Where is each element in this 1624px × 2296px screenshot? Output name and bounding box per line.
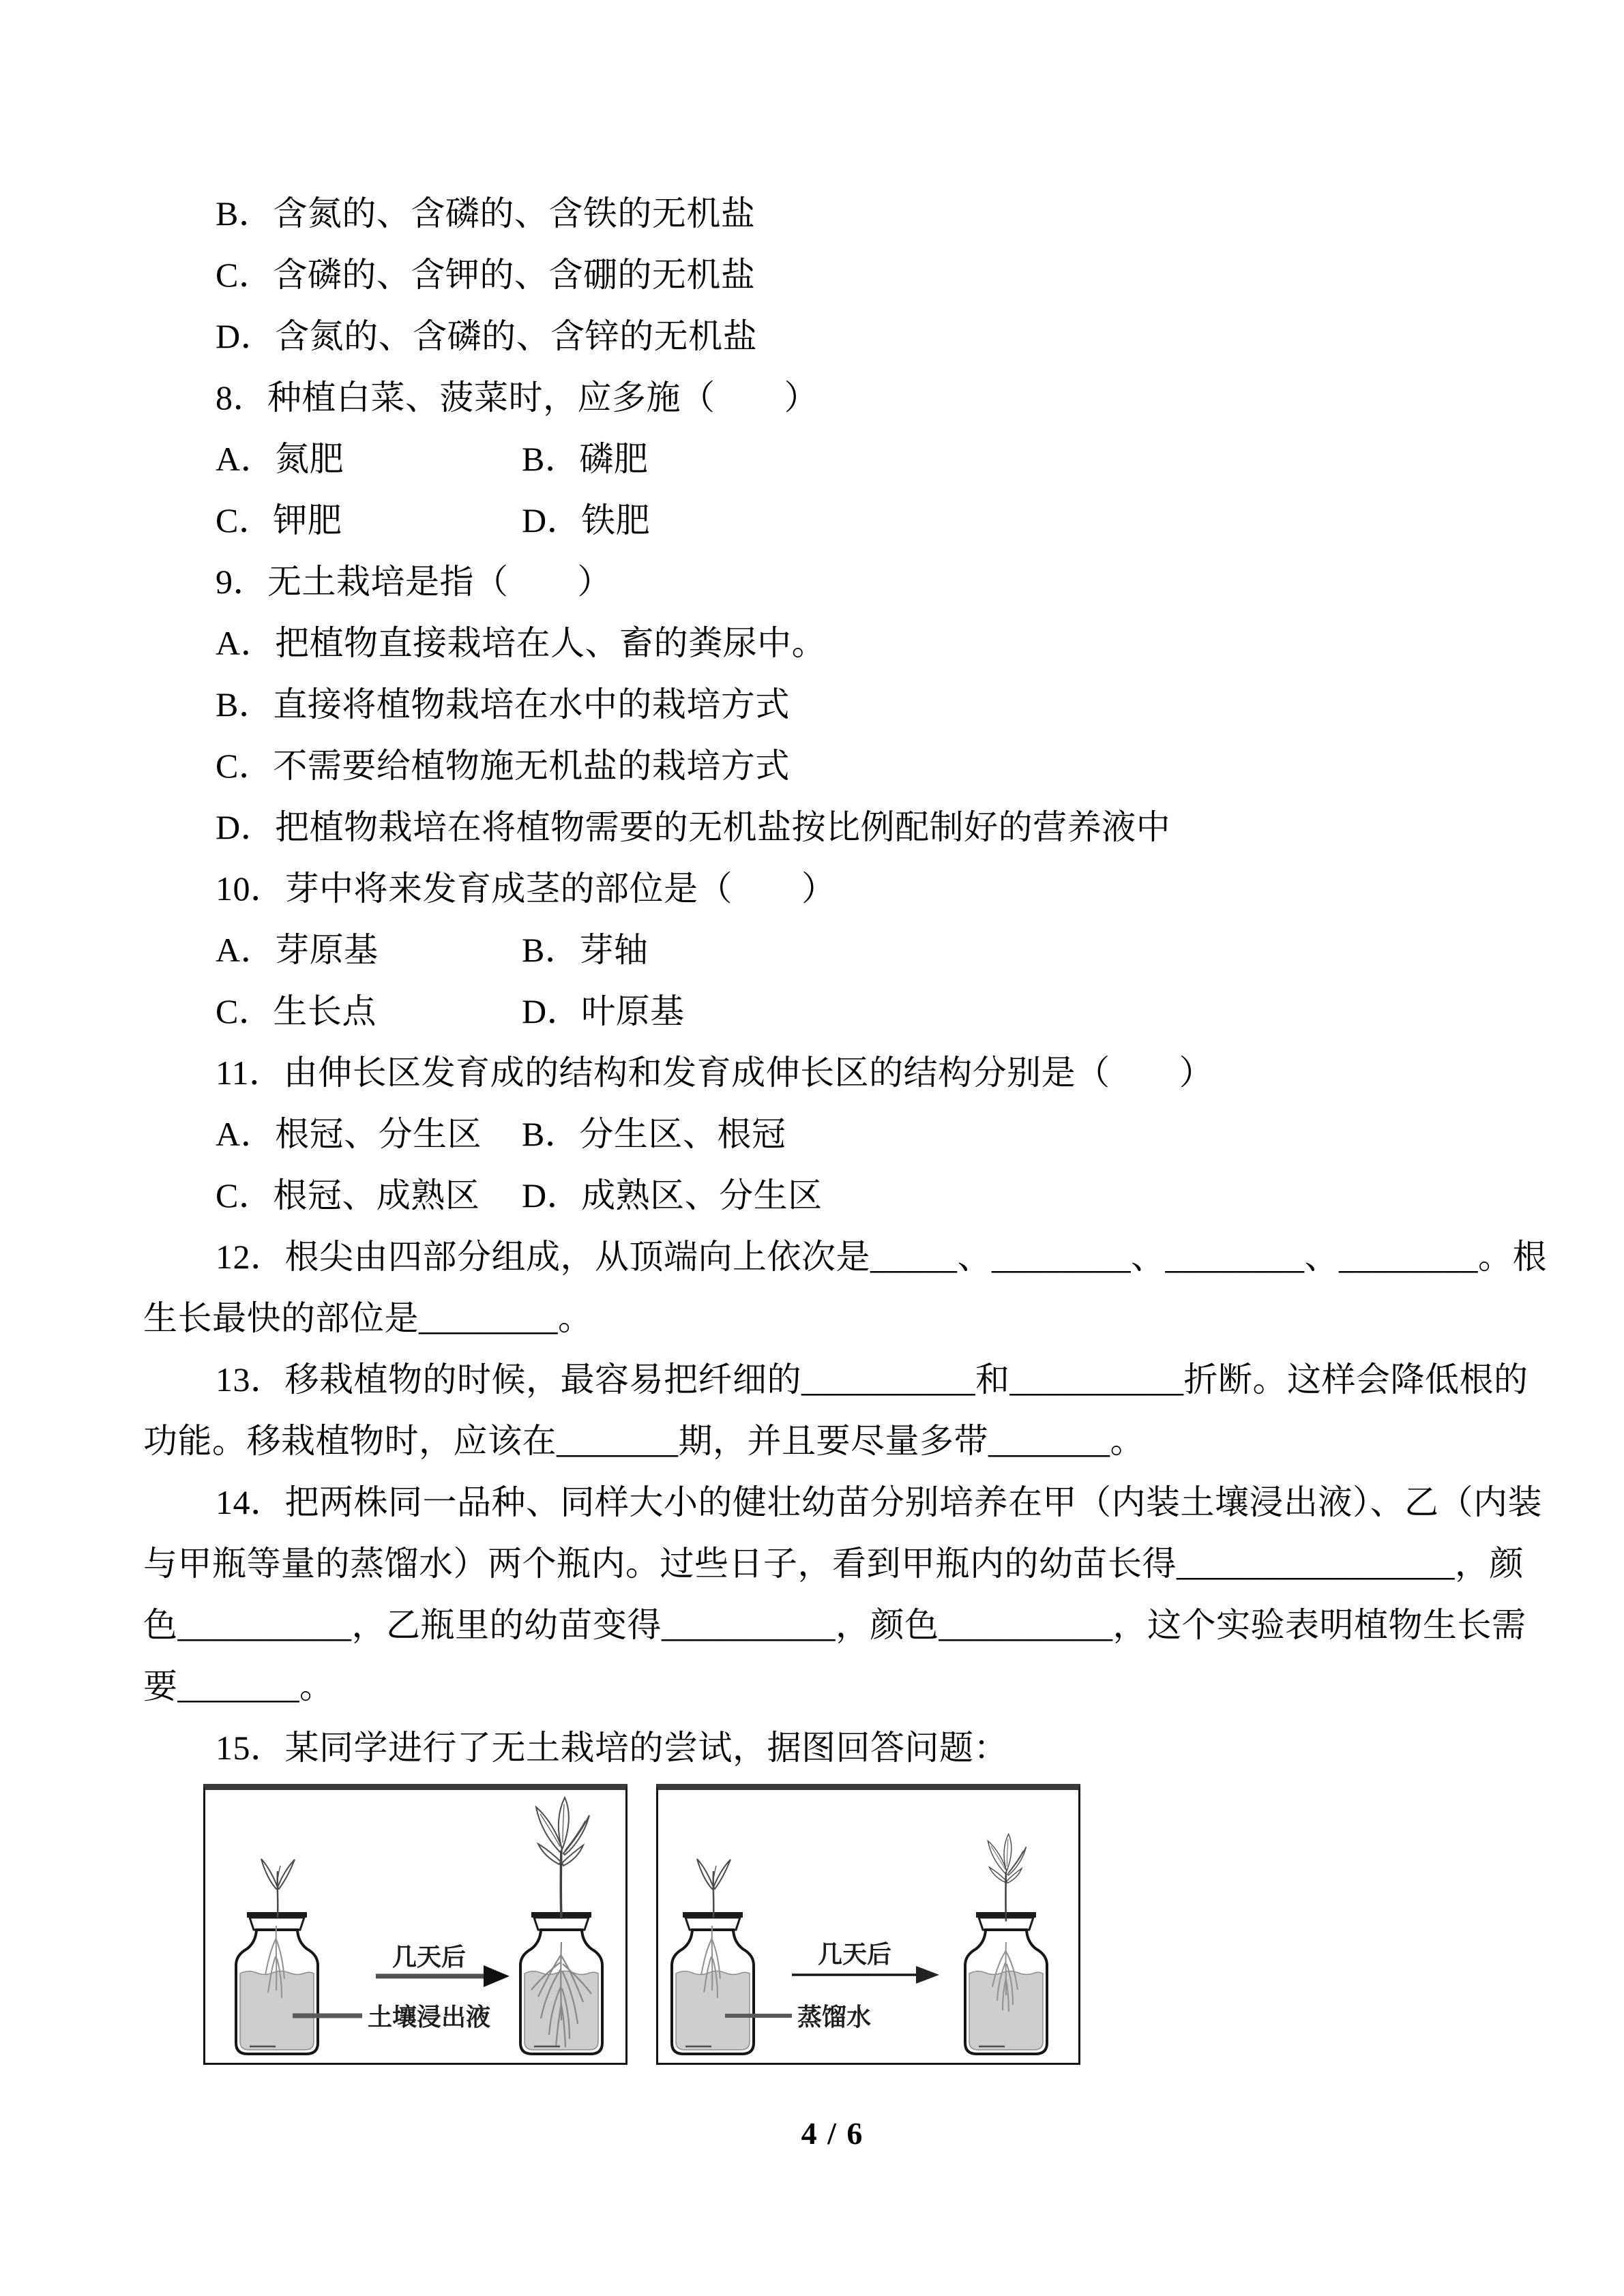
text-line: D．含氮的、含磷的、含锌的无机盐	[216, 317, 758, 355]
text-line	[143, 428, 1522, 490]
question-line: 14．把两株同一品种、同样大小的健壮幼苗分别培养在甲（内装土壤浸出液）、乙（内装	[216, 1483, 1542, 1521]
text-line	[143, 919, 1522, 981]
option-col1: A．氮肥	[216, 440, 344, 478]
text-line: 色__________，乙瓶里的幼苗变得__________，颜色__________，这个实验表明植物生长需	[143, 1606, 1526, 1644]
option-col2: D．叶原基	[522, 992, 685, 1030]
option-col2: B．磷肥	[522, 440, 649, 478]
liquid-label: 土壤浸出液	[368, 2003, 491, 2031]
option-col2: B．芽轴	[522, 931, 649, 969]
text-line	[143, 1165, 1522, 1226]
liquid-label: 蒸馏水	[797, 2003, 872, 2031]
text-line: C．含磷的、含钾的、含硼的无机盐	[216, 256, 756, 294]
question-line: 11．由伸长区发育成的结构和发育成伸长区的结构分别是（ ）	[216, 1054, 1214, 1092]
arrow-head-icon	[484, 1965, 510, 1987]
question-line: 9．无土栽培是指（ ）	[216, 563, 612, 601]
question-line: 15．某同学进行了无土栽培的尝试，据图回答问题：	[216, 1729, 1008, 1767]
grown-plant-icon	[988, 1834, 1026, 1921]
seedling-icon	[697, 1859, 730, 1918]
question-line: 12．根尖由四部分组成，从顶端向上依次是_____、________、________、________。根	[216, 1238, 1547, 1276]
option-col1: C．钾肥	[216, 501, 342, 539]
question-line: 8．种植白菜、菠菜时，应多施（ ）	[216, 378, 818, 417]
option-col1: C．生长点	[216, 992, 377, 1030]
text-line: 要_______。	[143, 1667, 334, 1705]
arrow-head-icon	[916, 1966, 939, 1984]
question-line: 10．芽中将来发育成茎的部位是（ ）	[216, 869, 836, 908]
arrow-label: 几天后	[817, 1941, 892, 1968]
text-line: 生长最快的部位是________。	[143, 1299, 593, 1337]
grown-plant-icon	[536, 1798, 589, 1919]
option-col1: A．芽原基	[216, 931, 379, 969]
option-col2: D．成熟区、分生区	[522, 1176, 823, 1214]
option-col2: B．分生区、根冠	[522, 1115, 786, 1153]
option-col1: C．根冠、成熟区	[216, 1176, 480, 1214]
text-line: B．直接将植物栽培在水中的栽培方式	[216, 685, 790, 724]
text-line: 与甲瓶等量的蒸馏水）两个瓶内。过些日子，看到甲瓶内的幼苗长得________________，颜	[143, 1545, 1524, 1583]
text-line	[143, 981, 1522, 1042]
question-lines	[143, 183, 1547, 1778]
panel-soil-extract-drawing	[205, 1790, 624, 2061]
option-col2: D．铁肥	[522, 501, 651, 539]
text-line: A．把植物直接栽培在人、畜的粪尿中。	[216, 624, 827, 662]
text-line: 功能。移栽植物时，应该在_______期，并且要尽量多带_______。	[143, 1422, 1145, 1460]
text-line	[143, 1103, 1522, 1165]
option-col1: A．根冠、分生区	[216, 1115, 482, 1153]
text-line: B．含氮的、含磷的、含铁的无机盐	[216, 194, 756, 233]
page-number: 4 / 6	[801, 2116, 864, 2151]
experiment-figure	[203, 1784, 1522, 2065]
arrow-label: 几天后	[392, 1943, 467, 1971]
seedling-icon	[261, 1859, 295, 1918]
panel-distilled-water-drawing	[658, 1790, 1077, 2061]
panel-distilled-water	[656, 1784, 1080, 2065]
text-line	[143, 490, 1522, 551]
question-line: 13．移栽植物的时候，最容易把纤细的__________和__________折断。这样会降低根的	[216, 1360, 1529, 1399]
text-line: D．把植物栽培在将植物需要的无机盐按比例配制好的营养液中	[216, 808, 1171, 846]
panel-soil-extract	[203, 1784, 628, 2065]
text-line: C．不需要给植物施无机盐的栽培方式	[216, 747, 790, 785]
